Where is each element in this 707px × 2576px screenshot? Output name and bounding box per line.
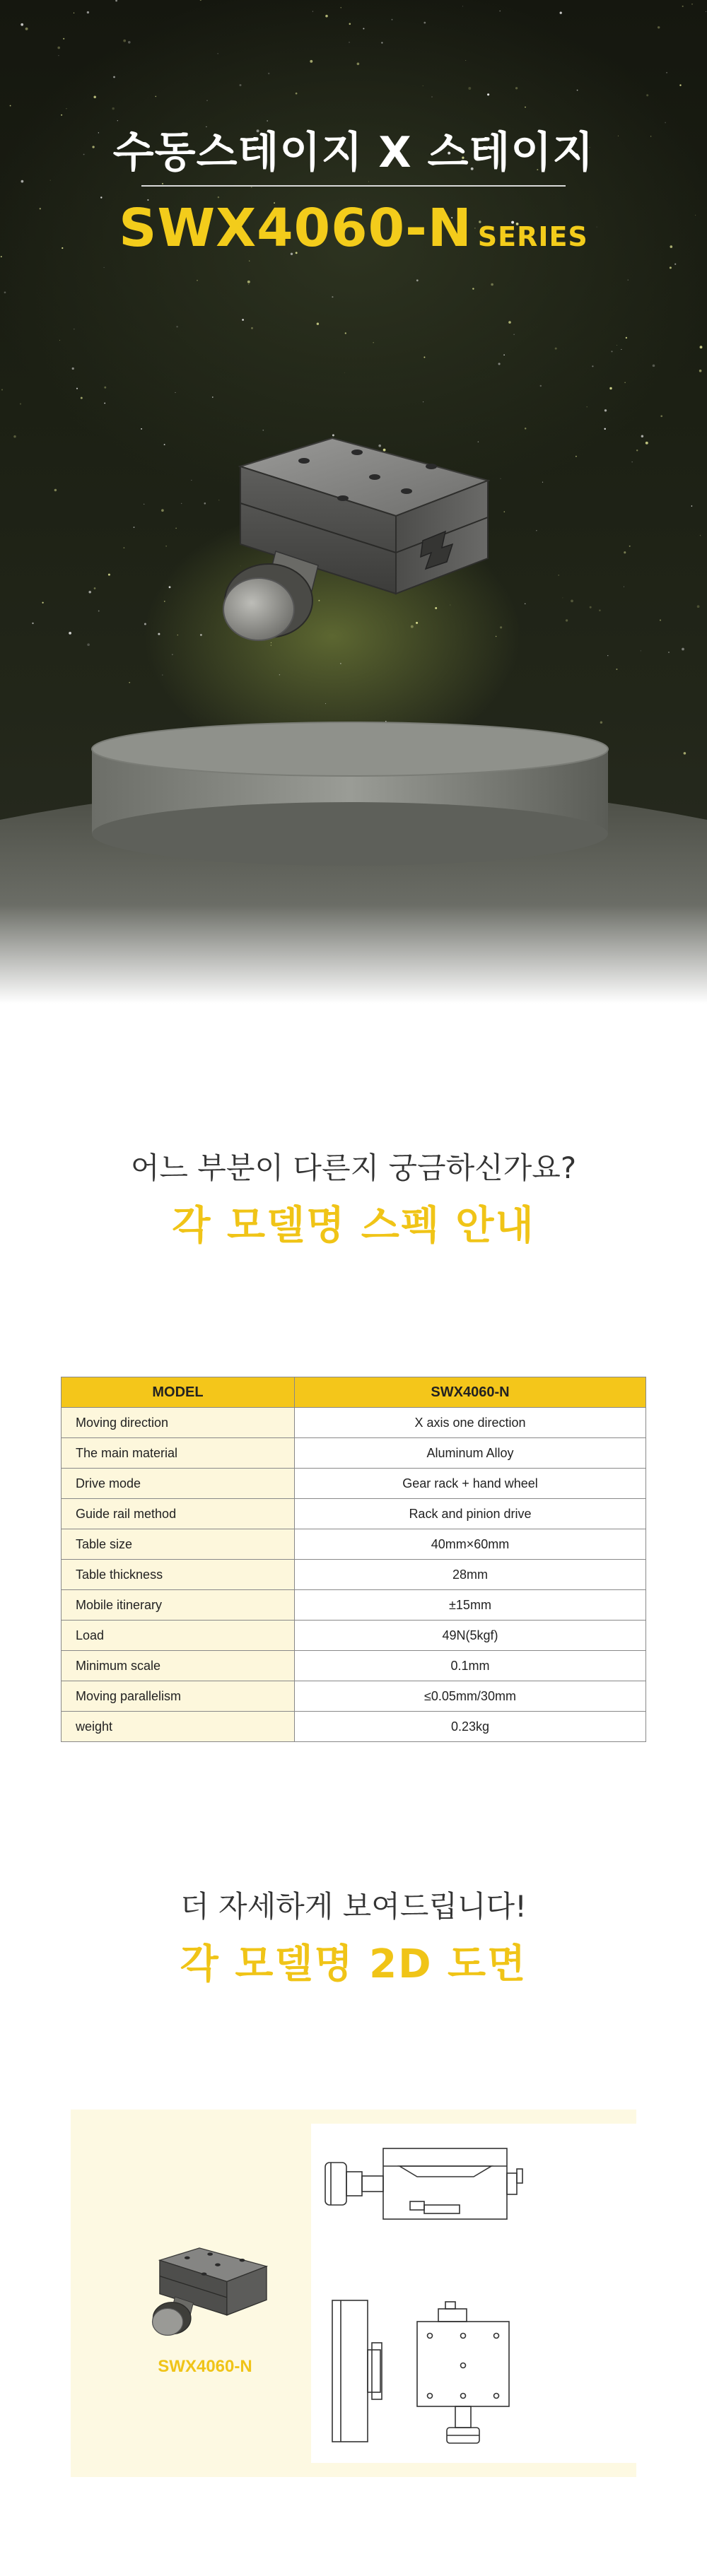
spec-row-label: Load [62, 1621, 295, 1651]
spec-row-value: Aluminum Alloy [295, 1438, 646, 1469]
spec-header-label: MODEL [62, 1377, 295, 1408]
hero-model-name [0, 198, 707, 259]
spec-table-row [62, 1408, 646, 1438]
spec-table-row [62, 1499, 646, 1529]
stage-product-thumbnail [141, 2237, 276, 2357]
spec-row-value: ±15mm [295, 1590, 646, 1621]
drawing-section-heading [0, 1883, 707, 1989]
spec-title: 각 모델명 스펙 안내 [172, 1203, 535, 1249]
spec-row-value: 40mm×60mm [295, 1529, 646, 1560]
spec-row-value: ≤0.05mm/30mm [295, 1681, 646, 1712]
spec-row-label: Moving direction [62, 1408, 295, 1438]
spec-table-row [62, 1560, 646, 1590]
spec-row-value: Gear rack + hand wheel [295, 1469, 646, 1499]
spec-row-label: Table size [62, 1529, 295, 1560]
spec-row-label: Minimum scale [62, 1651, 295, 1681]
spec-section-heading [0, 1145, 707, 1251]
drawing-panel [71, 2110, 636, 2477]
drawing-subtitle: 더 자세하게 보여드립니다! [180, 1889, 527, 1924]
spec-row-value: 28mm [295, 1560, 646, 1590]
technical-drawing [311, 2124, 636, 2463]
hero-divider [141, 185, 566, 187]
spec-row-value: X axis one direction [295, 1408, 646, 1438]
spec-row-label: weight [62, 1712, 295, 1742]
spec-table-row [62, 1529, 646, 1560]
spec-table-row [62, 1590, 646, 1621]
spec-table-row [62, 1681, 646, 1712]
hero-model-code: SWX4060-N [119, 198, 472, 259]
spec-row-label: The main material [62, 1438, 295, 1469]
hero-series-label: SERIES [477, 221, 588, 252]
spec-row-value: 49N(5kgf) [295, 1621, 646, 1651]
hero-banner [0, 0, 707, 1004]
spec-row-value: 0.1mm [295, 1651, 646, 1681]
product-model-label: SWX4060-N [158, 2357, 252, 2376]
spec-row-label: Guide rail method [62, 1499, 295, 1529]
spec-row-label: Moving parallelism [62, 1681, 295, 1712]
spec-table-row [62, 1651, 646, 1681]
spec-table-container [61, 1377, 646, 1742]
hero-title: 수동스테이지 X 스테이지 [112, 128, 595, 177]
spec-table-header [62, 1377, 646, 1408]
spec-table-row [62, 1469, 646, 1499]
drawing-title: 각 모델명 2D 도면 [180, 1941, 527, 1987]
spec-row-label: Mobile itinerary [62, 1590, 295, 1621]
spec-table-row [62, 1712, 646, 1742]
spec-row-label: Table thickness [62, 1560, 295, 1590]
spec-table-row [62, 1438, 646, 1469]
stage-product-image [198, 424, 509, 678]
spec-header-value: SWX4060-N [295, 1377, 646, 1408]
spec-subtitle: 어느 부분이 다른지 궁금하신가요? [130, 1151, 577, 1185]
spec-row-label: Drive mode [62, 1469, 295, 1499]
display-pedestal [0, 721, 707, 1004]
spec-row-value: Rack and pinion drive [295, 1499, 646, 1529]
spec-table [61, 1377, 646, 1742]
spec-table-row [62, 1621, 646, 1651]
spec-row-value: 0.23kg [295, 1712, 646, 1742]
